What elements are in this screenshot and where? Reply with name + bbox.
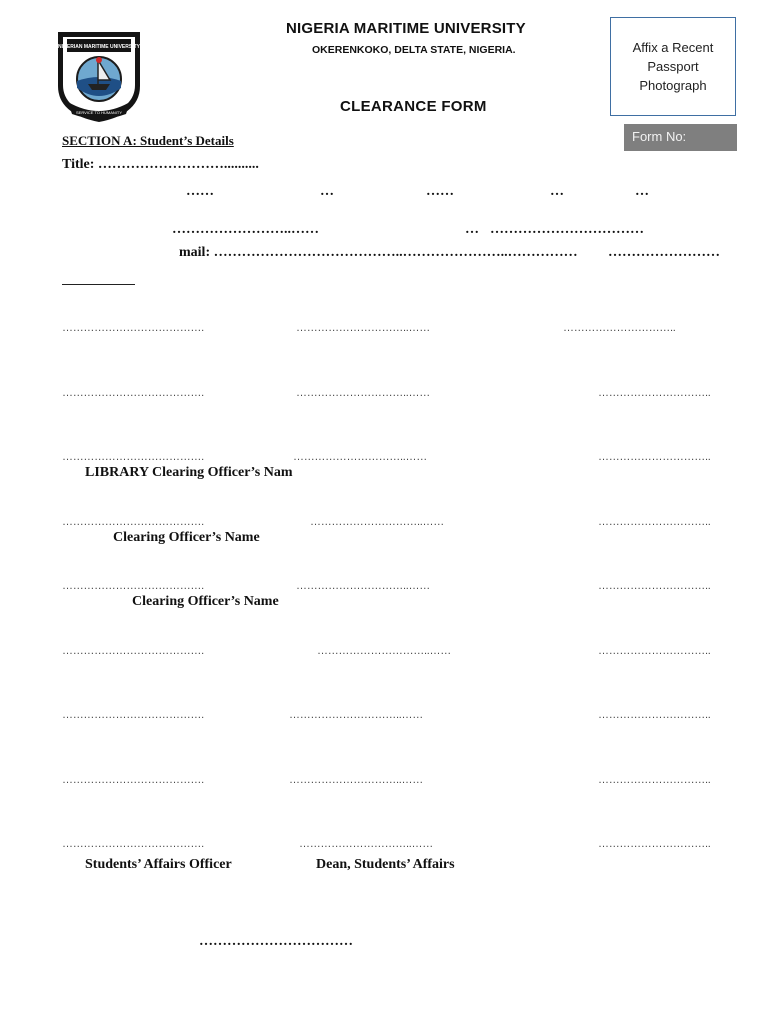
row2-name-line[interactable]: …………………………………. (62, 387, 204, 399)
row8-signature-line[interactable]: …………………………..…… (289, 774, 423, 786)
row3-date-line[interactable]: ………………………….. (598, 451, 711, 463)
row2-signature-line[interactable]: …………………………..…… (296, 387, 430, 399)
dean-students-affairs-label: Dean, Students’ Affairs (316, 857, 455, 872)
title-field[interactable]: Title: ……………………….......... (62, 157, 259, 172)
student-field-6[interactable]: ……………………..…… (172, 222, 319, 237)
row9-date-line[interactable]: ………………………….. (598, 838, 711, 850)
row8-name-line[interactable]: …………………………………. (62, 774, 204, 786)
form-number-label: Form No: (632, 129, 687, 144)
row9-name-line[interactable]: …………………………………. (62, 838, 204, 850)
row4-date-line[interactable]: ………………………….. (598, 516, 711, 528)
university-name: NIGERIA MARITIME UNIVERSITY (286, 20, 526, 37)
student-field-3[interactable]: …… (426, 184, 454, 199)
section-divider (62, 284, 135, 285)
row6-name-line[interactable]: …………………………………. (62, 645, 204, 657)
logo-motto: SERVICE TO HUMANITY (75, 110, 123, 115)
student-field-7[interactable]: … (465, 222, 479, 237)
student-field-8[interactable]: …………………………… (490, 222, 644, 237)
row7-date-line[interactable]: ………………………….. (598, 709, 711, 721)
row8-date-line[interactable]: ………………………….. (598, 774, 711, 786)
passport-photo-box (610, 17, 736, 116)
row4-signature-line[interactable]: …………………………..…… (310, 516, 444, 528)
photo-box-text: Affix a Recent Passport Photograph (632, 40, 714, 93)
row5-signature-line[interactable]: …………………………..…… (296, 580, 430, 592)
clearing-officer-label-2: Clearing Officer’s Name (132, 594, 279, 609)
row1-date-line[interactable]: ………………………….. (563, 322, 676, 334)
row3-name-line[interactable]: …………………………………. (62, 451, 204, 463)
row6-signature-line[interactable]: …………………………..…… (317, 645, 451, 657)
university-logo (54, 28, 144, 124)
row7-signature-line[interactable]: …………………………..…… (289, 709, 423, 721)
students-affairs-officer-label: Students’ Affairs Officer (85, 857, 232, 872)
clearing-officer-label-1: Clearing Officer’s Name (113, 530, 260, 545)
form-number-field[interactable] (624, 124, 737, 151)
row5-name-line[interactable]: …………………………………. (62, 580, 204, 592)
row6-date-line[interactable]: ………………………….. (598, 645, 711, 657)
logo-banner: NIGERIAN MARITIME UNIVERSITY (58, 44, 140, 50)
university-address: OKERENKOKO, DELTA STATE, NIGERIA. (312, 44, 516, 56)
email-field-tail[interactable]: …………………… (608, 245, 720, 260)
row1-signature-line[interactable]: …………………………..…… (296, 322, 430, 334)
student-field-2[interactable]: … (320, 184, 334, 199)
student-field-4[interactable]: … (550, 184, 564, 199)
form-title: CLEARANCE FORM (340, 98, 487, 115)
row4-name-line[interactable]: …………………………………. (62, 516, 204, 528)
student-field-5[interactable]: … (635, 184, 649, 199)
library-officer-label: LIBRARY Clearing Officer’s Nam (85, 465, 293, 480)
row7-name-line[interactable]: …………………………………. (62, 709, 204, 721)
student-field-1[interactable]: …… (186, 184, 214, 199)
row1-name-line[interactable]: …………………………………. (62, 322, 204, 334)
section-a-heading: SECTION A: Student’s Details (62, 133, 234, 148)
final-signature-line[interactable]: …………………………… (199, 934, 353, 949)
row9-signature-line[interactable]: …………………………..…… (299, 838, 433, 850)
row3-signature-line[interactable]: …………………………..…… (293, 451, 427, 463)
row2-date-line[interactable]: ………………………….. (598, 387, 711, 399)
email-field[interactable]: mail: …………………………………..…………………..…………… (179, 245, 578, 260)
row5-date-line[interactable]: ………………………….. (598, 580, 711, 592)
